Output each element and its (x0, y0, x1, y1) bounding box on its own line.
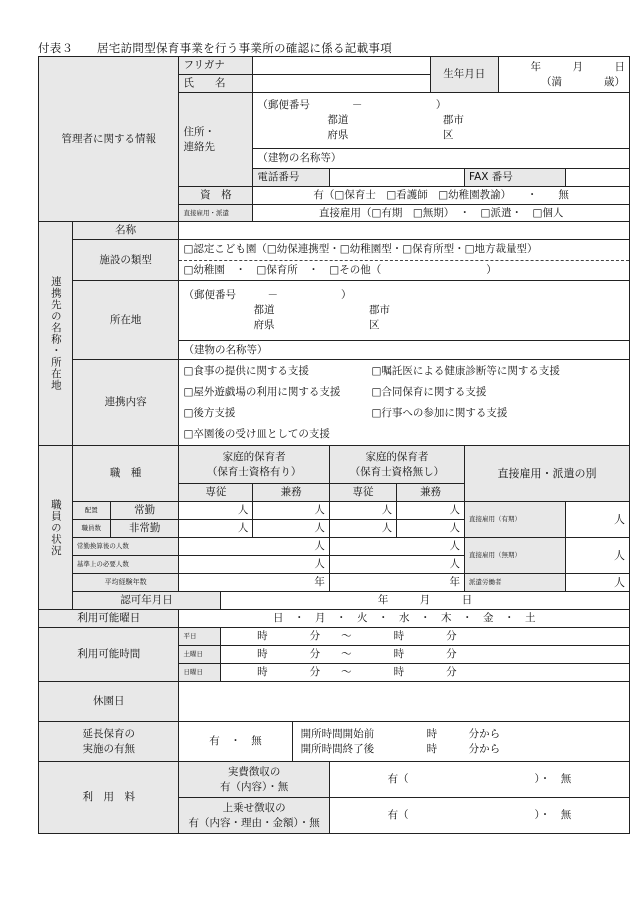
qualified-required[interactable]: 人 (179, 556, 329, 574)
birthdate-label: 生年月日 (430, 57, 498, 93)
direct-indefinite-label: 直接雇用（無期） (465, 538, 566, 574)
partner-building-field[interactable]: （建物の名称等） (179, 341, 630, 360)
address-label-line1: 住所・ (183, 125, 215, 138)
extended-after-close: 開所時間終了後 時 分から (300, 742, 501, 755)
unqualified-experience[interactable]: 年 (329, 574, 464, 592)
page-title: 付表３ 居宅訪問型保育事業を行う事業所の確認に係る記載事項 (38, 41, 392, 55)
extended-before-open: 開所時間開始前 時 分から (300, 727, 501, 740)
fax-input[interactable] (565, 169, 629, 187)
available-hours-label: 利用可能時間 (39, 628, 179, 682)
facility-type-line2: □幼稚園 ・ □保育所 ・ □その他（ ） (183, 264, 497, 276)
direct-fixed-count[interactable]: 人 (565, 502, 629, 538)
weekday-label: 平日 (179, 628, 221, 646)
q-part-fulltime[interactable]: 人 (253, 502, 330, 520)
group-unqualified-header: 家庭的保育者 （保育士資格無し） (329, 446, 464, 484)
sunday-hours[interactable]: 時 分 ～ 時 分 (221, 664, 630, 682)
direct-dispatch-header: 直接雇用・派遣の別 (465, 446, 630, 502)
fulltime-label: 常勤 (110, 502, 179, 520)
saturday-hours[interactable]: 時 分 ～ 時 分 (221, 646, 630, 664)
job-type-label: 職 種 (72, 446, 179, 502)
birthdate-value: 年 月 日 (530, 60, 625, 73)
unqualified-required[interactable]: 人 (329, 556, 464, 574)
direct-indefinite-count[interactable]: 人 (565, 538, 629, 574)
avg-experience-label: 平均経験年数 (72, 574, 179, 592)
partner-pref-line1: 都道 郡市 (253, 304, 390, 316)
birthdate-age: （満 歳） (541, 75, 625, 88)
u-part-parttime[interactable]: 人 (397, 520, 465, 538)
registration-form-table (38, 56, 630, 834)
approval-date-value[interactable]: 年 月 日 (221, 592, 630, 610)
q-full-parttime[interactable]: 人 (179, 520, 253, 538)
placement-label: 配置 (72, 502, 110, 520)
address-label (179, 93, 253, 187)
partner-postal: （郵便番号 － ） (183, 289, 352, 301)
partner-pref-line2: 府県 区 (253, 319, 380, 331)
tel-label: 電話番号 (253, 169, 330, 187)
available-days-value[interactable]: 日 ・ 月 ・ 火 ・ 水 ・ 木 ・ 金 ・ 土 (179, 610, 630, 628)
content-joint-care-support[interactable]: □合同保育に関する支援 (371, 385, 487, 398)
u-part-fulltime[interactable]: 人 (397, 502, 465, 520)
employment-type-label: 直接雇用・派遣 (179, 205, 253, 222)
fees-label: 利 用 料 (39, 762, 179, 834)
partner-content-label: 連携内容 (72, 360, 179, 446)
manager-building-field[interactable]: （建物の名称等） (253, 149, 630, 169)
partner-section-label: 連携先の名称・所在地 (39, 222, 73, 446)
partner-location-label: 所在地 (72, 281, 179, 360)
partner-content-options[interactable] (179, 360, 630, 446)
content-meal-support[interactable]: □食事の提供に関する支援 (183, 364, 309, 377)
u-full-fulltime[interactable]: 人 (329, 502, 396, 520)
content-after-graduation[interactable]: □卒園後の受け皿としての支援 (183, 427, 330, 440)
partner-address-field[interactable] (179, 281, 630, 341)
furigana-input[interactable] (253, 57, 430, 75)
qualification-options[interactable]: 有（□保育士 □看護師 □幼稚園教諭） ・ 無 (253, 187, 630, 205)
extended-care-label: 延長保育の 実施の有無 (39, 722, 179, 762)
extended-care-yes-no[interactable]: 有 ・ 無 (179, 722, 292, 762)
manager-postal: （郵便番号 － ） (257, 99, 447, 111)
manager-address-field[interactable] (253, 93, 630, 149)
q-part-parttime[interactable]: 人 (253, 520, 330, 538)
approval-date-label: 認可年月日 (72, 592, 220, 610)
additional-fee-value[interactable]: 有（ ）・ 無 (329, 798, 629, 834)
additional-fee-label: 上乗せ徴収の 有（内容・理由・金額）・無 (179, 798, 329, 834)
partner-name-label: 名称 (72, 222, 179, 240)
qualified-part-header: 兼務 (253, 484, 330, 502)
required-staff-label: 基準上の必要人数 (72, 556, 179, 574)
content-event-support[interactable]: □行事への参加に関する支援 (371, 406, 508, 419)
qualification-label: 資 格 (179, 187, 253, 205)
employment-type-options[interactable]: 直接雇用（□有期 □無期） ・ □派遣・ □個人 (253, 205, 630, 222)
qualified-full-header: 専従 (179, 484, 253, 502)
dispatch-label: 派遣労働者 (465, 574, 566, 592)
manager-pref-line1: 都道 郡市 (327, 114, 464, 126)
saturday-label: 土曜日 (179, 646, 221, 664)
content-playground-support[interactable]: □屋外遊戯場の利用に関する支援 (183, 385, 341, 398)
birthdate-field[interactable] (498, 57, 629, 93)
facility-type-line1: □認定こども園（□幼保連携型・□幼稚園型・□保育所型・□地方裁量型） (179, 240, 629, 261)
tel-input[interactable] (329, 169, 464, 187)
name-label: 氏 名 (179, 75, 253, 93)
actual-cost-label: 実費徴収の 有（内容）・無 (179, 762, 329, 798)
content-backup-support[interactable]: □後方支援 (183, 406, 236, 419)
q-full-fulltime[interactable]: 人 (179, 502, 253, 520)
name-input[interactable] (253, 75, 430, 93)
manager-pref-line2: 府県 区 (327, 129, 454, 141)
staff-section-label: 職員の状況 (39, 446, 73, 610)
manager-section-label: 管理者に関する情報 (39, 57, 179, 222)
qualified-fte[interactable]: 人 (179, 538, 329, 556)
u-full-parttime[interactable]: 人 (329, 520, 396, 538)
fte-label: 常勤換算後の人数 (72, 538, 179, 556)
facility-type-label: 施設の類型 (72, 240, 179, 281)
facility-type-options[interactable] (179, 240, 630, 281)
unqualified-fte[interactable]: 人 (329, 538, 464, 556)
holiday-label: 休園日 (39, 682, 179, 722)
qualified-experience[interactable]: 年 (179, 574, 329, 592)
unqualified-part-header: 兼務 (397, 484, 465, 502)
staff-count-label: 職員数 (72, 520, 110, 538)
furigana-label: フリガナ (179, 57, 253, 75)
address-label-line2: 連絡先 (183, 140, 215, 153)
weekday-hours[interactable]: 時 分 ～ 時 分 (221, 628, 630, 646)
extended-care-times[interactable] (292, 722, 629, 762)
sunday-label: 日曜日 (179, 664, 221, 682)
holiday-input[interactable] (179, 682, 630, 722)
parttime-label: 非常勤 (110, 520, 179, 538)
dispatch-count[interactable]: 人 (565, 574, 629, 592)
actual-cost-value[interactable]: 有（ ）・ 無 (329, 762, 629, 798)
direct-fixed-label: 直接雇用（有期） (465, 502, 566, 538)
fax-label: FAX 番号 (465, 169, 566, 187)
content-health-check-support[interactable]: □嘱託医による健康診断等に関する支援 (371, 364, 560, 377)
group-qualified-header: 家庭的保育者 （保育士資格有り） (179, 446, 329, 484)
available-days-label: 利用可能曜日 (39, 610, 179, 628)
partner-name-input[interactable] (179, 222, 630, 240)
unqualified-full-header: 専従 (329, 484, 396, 502)
